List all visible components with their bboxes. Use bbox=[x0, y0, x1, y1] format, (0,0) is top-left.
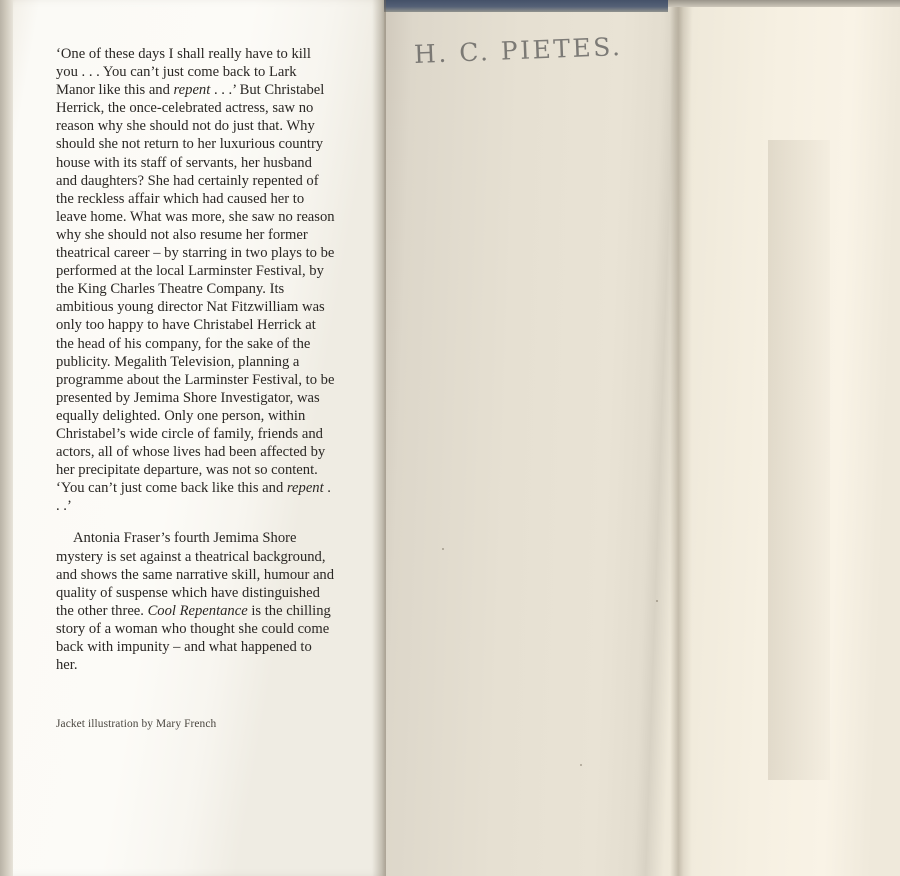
paper-discoloration-left bbox=[768, 140, 830, 780]
paper-speck bbox=[442, 548, 444, 550]
book-board-edge-outer bbox=[668, 0, 900, 7]
flap-right-edge-shadow bbox=[372, 0, 386, 876]
book-gutter-shadow bbox=[670, 0, 692, 876]
book-board-edge bbox=[384, 0, 668, 12]
dust-jacket-flap bbox=[0, 0, 384, 876]
flap-blurb-paragraph-2: Antonia Fraser’s fourth Jemima Shore mystery is set against a theatrical background, and shows the same narrative skill, humour and quality of suspense which have distinguished the other three. Cool Repentance is the chilling story of a woman who thought she could come back with impunity – and what happened to her. bbox=[56, 530, 335, 674]
paper-speck bbox=[580, 764, 582, 766]
flap-left-edge bbox=[0, 0, 13, 876]
jacket-illustration-credit: Jacket illustration by Mary French bbox=[56, 718, 217, 730]
handwritten-inscription: H. C. PIETES. bbox=[413, 32, 623, 69]
flap-blurb bbox=[56, 45, 336, 674]
book-endpaper-spread bbox=[384, 0, 900, 876]
paper-speck bbox=[656, 600, 658, 602]
flap-blurb-paragraph-1: ‘One of these days I shall really have to kill you . . . You can’t just come back to Lark Manor like this and repent . . .’ But Christabel Herrick, the once-celebrated actress, saw no reason why she should not do just that. Why should she not return to her luxurious country house with its staff of servants, her husband and daughters? She had certainly repented of the reckless affair which had caused her to leave home. What was more, she saw no reason why she should not also resume her former theatrical career – by starring in two plays to be performed at the local Larminster Festival, by the King Charles Theatre Company. Its ambitious young director Nat Fitzwilliam was only too happy to have Christabel Herrick at the head of his company, for the sake of the publicity. Megalith Television, planning a programme about the Larminster Festival, to be presented by Jemima Shore Investigator, was equally delighted. Only one person, within Christabel’s wide circle of family, friends and actors, all of whose lives had been affected by her precipitate departure, was not so content. ‘You can’t just come back like this and repent . . .’ bbox=[56, 46, 335, 515]
